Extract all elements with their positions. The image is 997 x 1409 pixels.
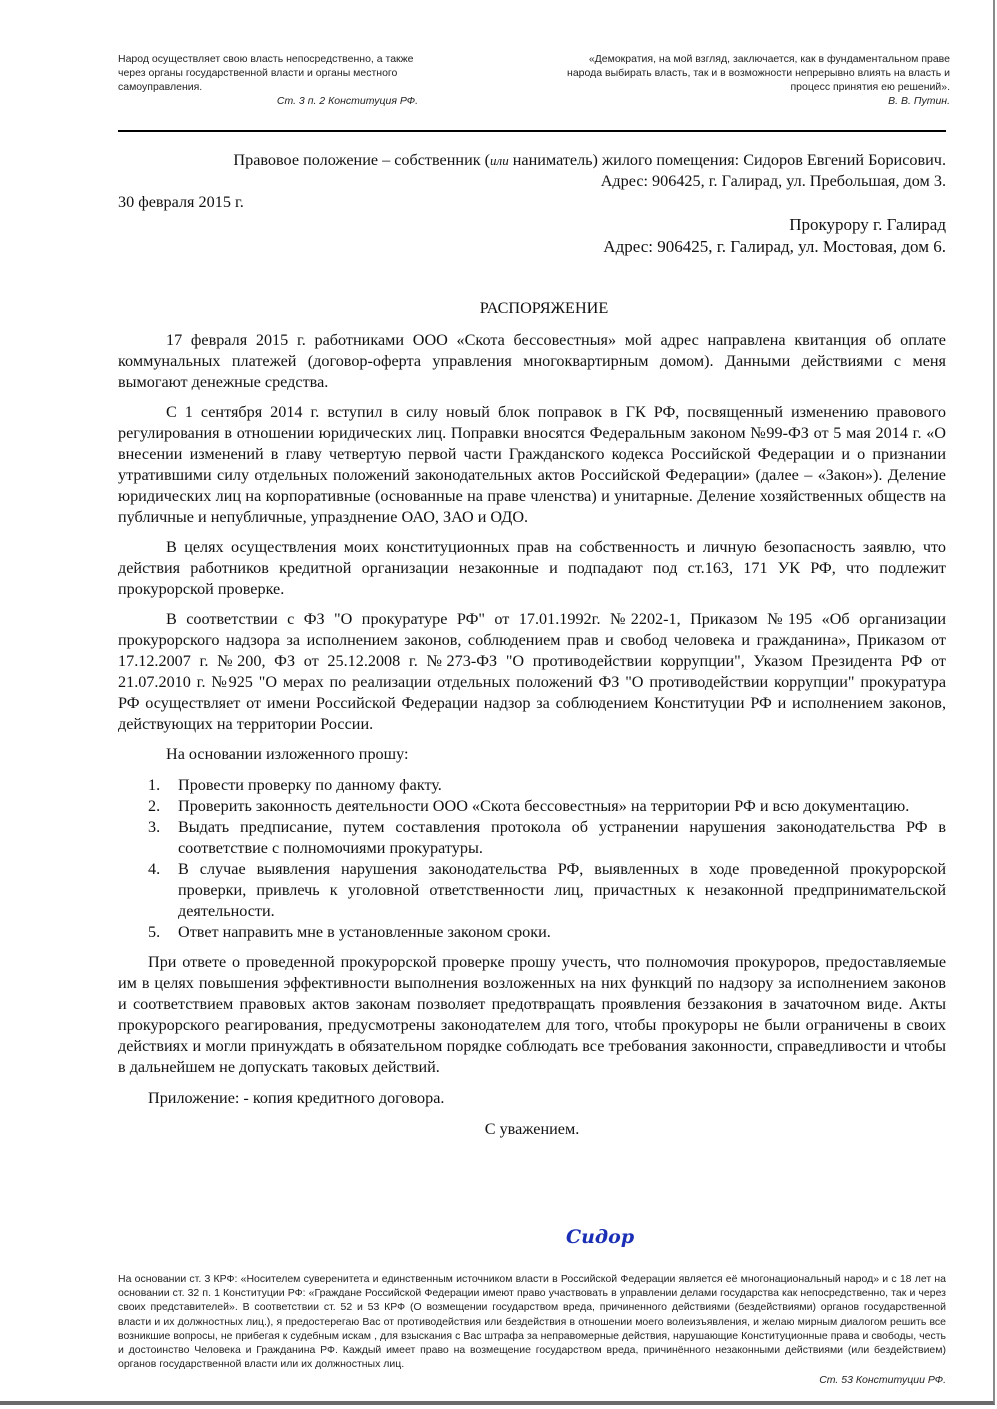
regards-line: С уважением. <box>484 1120 580 1138</box>
sender-address: Адрес: 906425, г. Галирад, ул. Пребольшая, дом 3. <box>600 172 946 190</box>
list-item-text: Проверить законность деятельности ООО «Скота бессовестныя» на территории РФ и всю документацию. <box>178 797 910 815</box>
recipient-block <box>118 214 946 258</box>
header-divider <box>118 130 946 132</box>
attachment-line: Приложение: - копия кредитного договора. <box>148 1089 445 1107</box>
epigraph-right <box>560 52 950 108</box>
sender-status-or: или <box>490 153 509 168</box>
list-item-text: Выдать предписание, путем составления протокола об устранении нарушения законодательства РФ в соответствие с полномочиями прокуратуры. <box>178 818 946 857</box>
footnote <box>118 1272 946 1388</box>
sender-block <box>118 150 946 192</box>
list-item <box>118 775 946 796</box>
recipient-address: Адрес: 906425, г. Галирад, ул. Мостовая, дом 6. <box>603 237 946 256</box>
list-item-text: В случае выявления нарушения законодательства РФ, выявленных в ходе проведенной прокурорской проверки, привлечь к уголовной ответственности лиц, причастных к незаконной предпринимательской деятельности. <box>178 860 946 920</box>
list-item-text: Ответ направить мне в установленные законом сроки. <box>178 923 551 941</box>
sender-status <box>118 150 946 171</box>
epigraph-left <box>118 52 418 108</box>
recipient-to: Прокурору г. Галирад <box>789 215 946 234</box>
document-date: 30 февраля 2015 г. <box>118 193 244 211</box>
list-item-number: 4. <box>148 860 161 878</box>
list-item-number: 1. <box>148 776 161 794</box>
request-list <box>118 775 946 943</box>
list-item <box>118 796 946 817</box>
paragraph-3: В целях осуществления моих конституционных прав на собственность и личную безопасность заявлю, что действия работников кредитной организации незаконные и подпадают под ст.163, 171 УК РФ, что подлежит прокурорской проверке. <box>118 538 946 598</box>
epigraph-left-source: Ст. 3 п. 2 Конституция РФ. <box>276 95 418 107</box>
paragraph-2: С 1 сентября 2014 г. вступил в силу новый блок поправок в ГК РФ, посвященный изменению правового регулирования в отношении юридических лиц. Поправки вносятся Федеральным законом №99-ФЗ от 5 мая 2014 г. «О внесении изменений в главу четвертую первой части Гражданского кодекса Российской Федерации и о признании утратившими силу отдельных положений законодательных актов Российской Федерации» (далее – «Закон»). Деление юридических лиц на корпоративные (основанные на праве членства) и унитарные. Деление хозяйственных обществ на публичные и непубличные, упразднение ОАО, ЗАО и ОДО. <box>118 403 946 526</box>
footnote-source: Ст. 53 Конституции РФ. <box>819 1374 946 1387</box>
footnote-text: На основании ст. 3 КРФ: «Носителем суверенитета и единственным источником власти в Российской Федерации является её многонациональный народ» и с 18 лет на основании ст. 32 п. 1 Конституции РФ: «Граждане Российской Федерации имеют право участвовать в управлении делами государства как непосредственно, так и через своих представителей». В соответствии ст. 52 и 53 КРФ (О возмещении государством вреда, причиненного действиями (бездействиями) органов государственной власти и их должностных лиц.), я предостерегаю Вас от противодействия или бездействия в отношении моего волеизъявления, и желаю мирным диалогом решить все возникшие вопросы, не прибегая к судебным искам , для взыскания с Вас штрафа за неправомерные действия, нарушающие Конституционные права и свободы, честь и достоинство Человека и Гражданина РФ. Каждый имеет право на возмещение государством вреда, причинённого незаконными действиями (или бездействием) органов государственной власти или их должностных лиц. <box>118 1273 946 1371</box>
epigraph-left-text: Народ осуществляет свою власть непосредственно, а также через органы государственной власти и органы местного самоуправления. <box>118 53 414 93</box>
epigraph-right-text: «Демократия, на мой взгляд, заключается, как в фундаментальном праве народа выбирать власть, так и в возможности непрерывно влиять на власть и процесс принятия ею решений». <box>567 53 950 93</box>
sender-status-suffix: наниматель) жилого помещения: Сидоров Евгений Борисович. <box>508 151 946 169</box>
list-item <box>118 922 946 943</box>
paragraph-1: 17 февраля 2015 г. работниками ООО «Скота бессовестныя» мой адрес направлена квитанция об оплате коммунальных платежей (договор-оферта управления многоквартирным домом). Данными действиями с меня вымогают денежные средства. <box>118 331 946 391</box>
paragraph-4: В соответствии с ФЗ "О прокуратуре РФ" от 17.01.1992г. №2202-1, Приказом №195 «Об организации прокурорского надзора за исполнением законов, соблюдением прав и свобод человека и гражданина», Приказом от 17.12.2007 г. №200, ФЗ от 25.12.2008 г. №273-ФЗ "О противодействии коррупции", Указом Президента РФ от 21.07.2010 г. №925 "О мерах по реализации отдельных положений ФЗ "О противодействии коррупции" прокуратура РФ осуществляет от имени Российской Федерации надзор за соблюдением Конституции РФ и исполнением законов, действующих на территории России. <box>118 610 946 733</box>
list-item <box>118 859 946 922</box>
list-item-number: 5. <box>148 923 161 941</box>
sender-status-prefix: Правовое положение – собственник ( <box>233 151 491 169</box>
epigraph-right-source: В. В. Путин. <box>888 95 950 107</box>
list-item <box>118 817 946 859</box>
list-item-number: 3. <box>148 818 161 836</box>
request-intro: На основании изложенного прошу: <box>166 745 409 763</box>
list-item-text: Провести проверку по данному факту. <box>178 776 442 794</box>
document-title: РАСПОРЯЖЕНИЕ <box>479 299 609 317</box>
list-item-number: 2. <box>148 797 161 815</box>
handwritten-signature: Сидор <box>566 1226 635 1248</box>
document-body <box>118 330 946 1140</box>
closing-paragraph: При ответе о проведенной прокурорской проверке прошу учесть, что полномочия прокуроров, предоставляемые им в целях повышения эффективности выполнения возложенных на них функций по надзору за исполнением законов и соответствием правовых актов законам позволяет предотвращать проявления беззакония в зачаточном виде. Акты прокурорского реагирования, предусмотрены законодателем для того, чтобы прокуроры не были ограничены в своих действиях и могли принуждать в обязательном порядке соблюдать все требования законности, справедливости и чтобы в дальнейшем не допускать таковых действий. <box>118 953 946 1076</box>
